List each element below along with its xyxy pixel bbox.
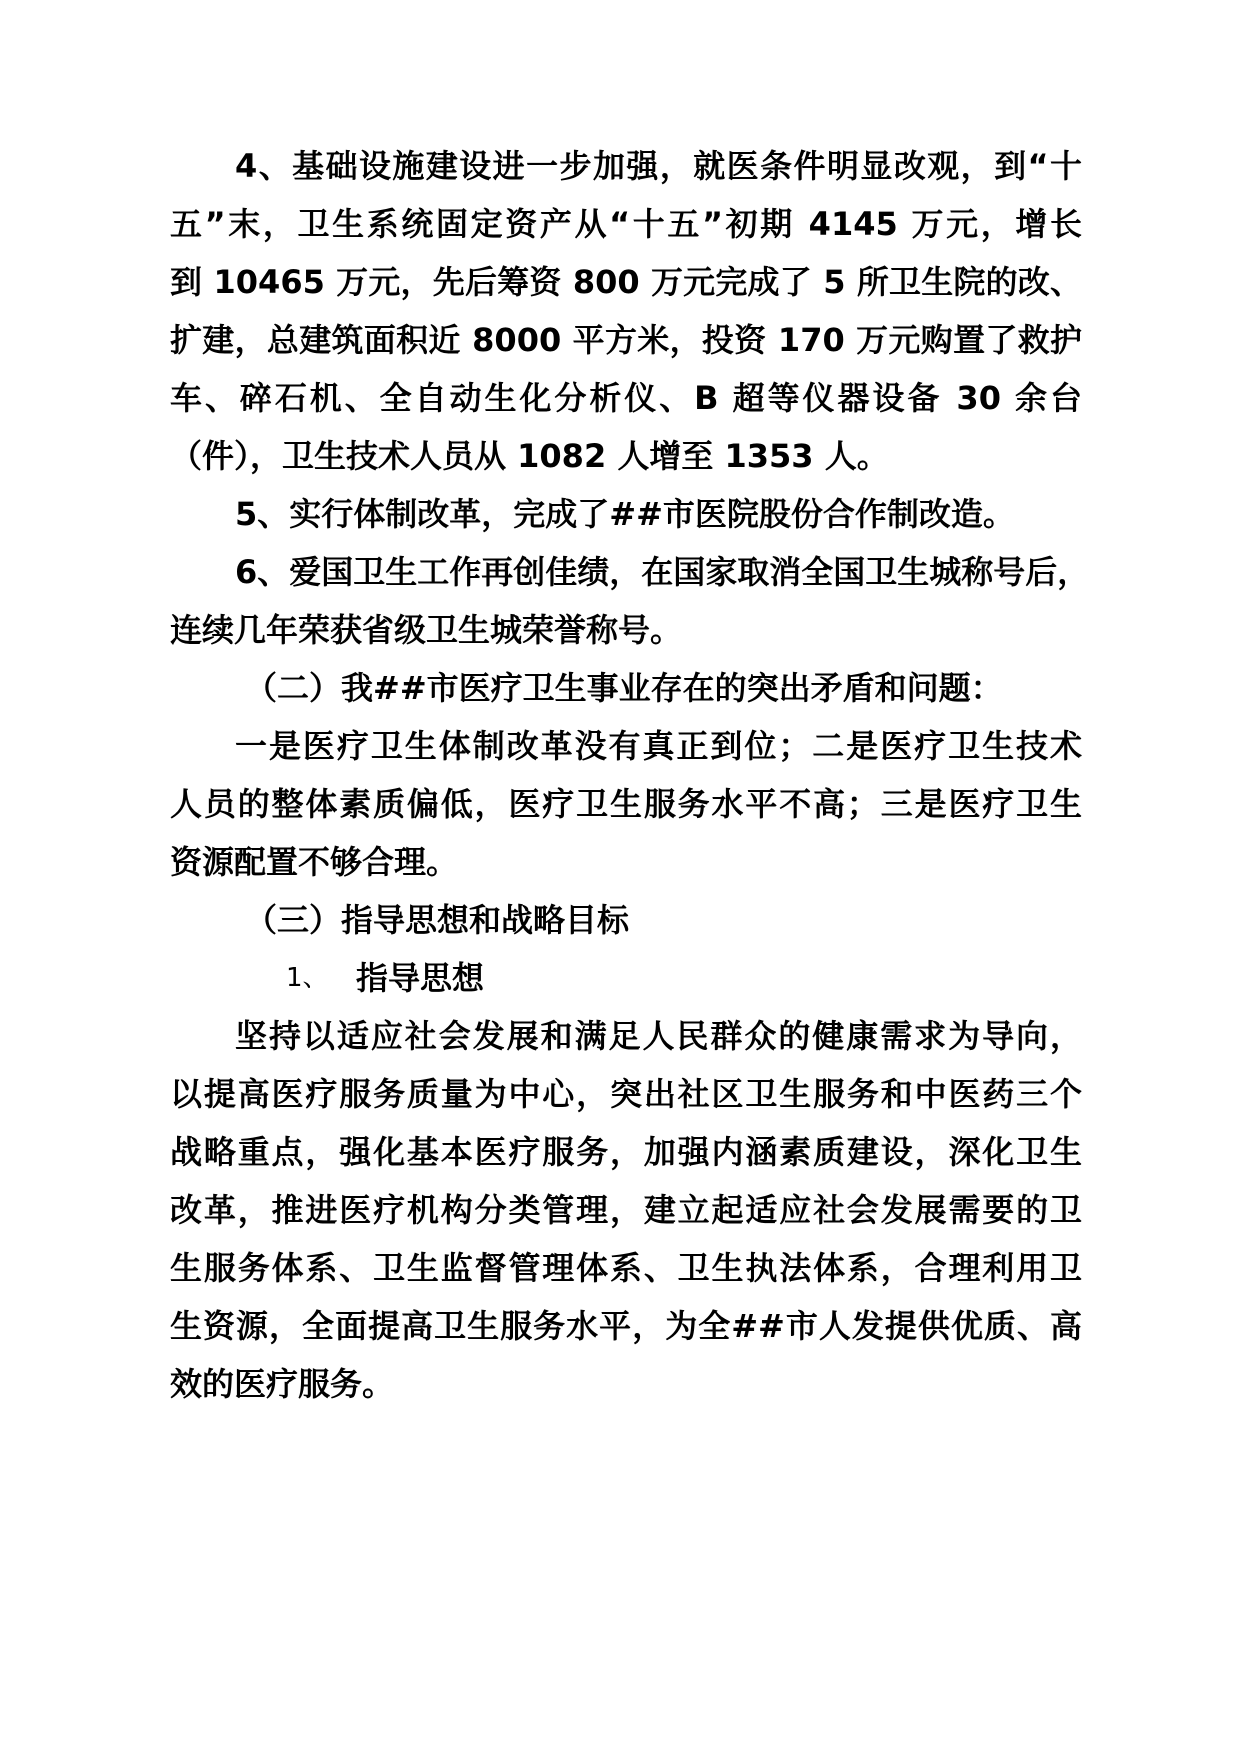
section2-heading: （二）我##市医疗卫生事业存在的突出矛盾和问题： [245,669,1003,707]
item6-line-2: 连续几年荣获省级卫生城荣誉称号。 [170,611,683,649]
section3-line-4: 改革，推进医疗机构分类管理，建立起适应社会发展需要的卫 [170,1191,1082,1229]
item4-line-4: 扩建，总建筑面积近 8000 平方米，投资 170 万元购置了救护 [170,321,1082,359]
item4-line-1: 4、基础设施建设进一步加强，就医条件明显改观，到“十 [235,147,1082,185]
item4-line-2: 五”末，卫生系统固定资产从“十五”初期 4145 万元，增长 [170,205,1082,243]
section3-heading: （三）指导思想和战略目标 [245,901,630,939]
section2-line-1: 一是医疗卫生体制改革没有真正到位；二是医疗卫生技术 [235,727,1082,765]
section3-line-7: 效的医疗服务。 [170,1365,395,1403]
item5-line-1: 5、实行体制改革，完成了##市医院股份合作制改造。 [235,495,1015,533]
section3-line-5: 生服务体系、卫生监督管理体系、卫生执法体系，合理利用卫 [170,1249,1082,1287]
item4-line-3: 到 10465 万元，先后筹资 800 万元完成了 5 所卫生院的改、 [170,263,1082,301]
item4-line-5: 车、碎石机、全自动生化分析仪、B 超等仪器设备 30 余台 [170,379,1082,417]
item6-line-1: 6、爱国卫生工作再创佳绩，在国家取消全国卫生城称号后， [235,553,1090,591]
section3-sub-number: 1、 [286,963,329,993]
section3-line-6: 生资源，全面提高卫生服务水平，为全##市人发提供优质、高 [170,1307,1082,1345]
section3-line-3: 战略重点，强化基本医疗服务，加强内涵素质建设，深化卫生 [170,1133,1082,1171]
item4-line-6: （件），卫生技术人员从 1082 人增至 1353 人。 [170,437,889,475]
section2-line-2: 人员的整体素质偏低，医疗卫生服务水平不高；三是医疗卫生 [170,785,1082,823]
section3-line-2: 以提高医疗服务质量为中心，突出社区卫生服务和中医药三个 [170,1075,1082,1113]
section2-line-3: 资源配置不够合理。 [170,843,459,881]
section3-sub-title: 指导思想 [356,959,485,997]
section3-line-1: 坚持以适应社会发展和满足人民群众的健康需求为导向， [235,1017,1082,1055]
